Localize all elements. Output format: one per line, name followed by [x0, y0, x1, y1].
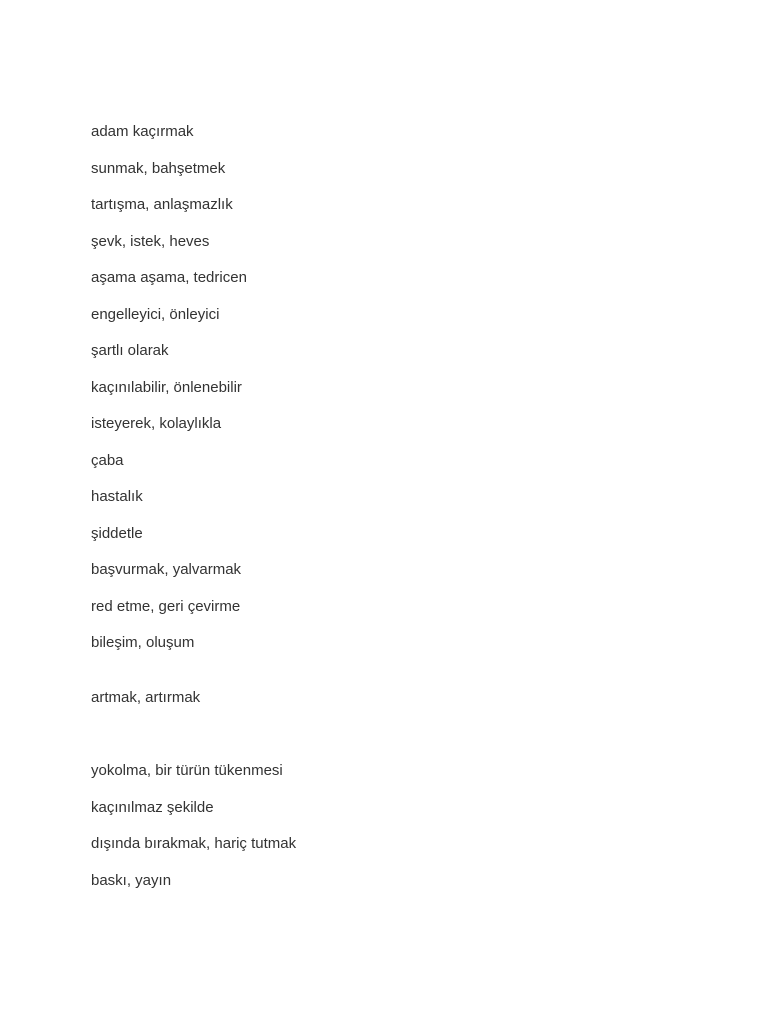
text-line: şevk, istek, heves [91, 233, 210, 250]
text-line: bileşim, oluşum [91, 634, 195, 651]
text-line: isteyerek, kolaylıkla [91, 415, 222, 432]
text-line: kaçınılmaz şekilde [91, 799, 214, 816]
text-line: adam kaçırmak [91, 123, 194, 140]
text-line: hastalık [91, 488, 143, 505]
text-line: tartışma, anlaşmazlık [91, 196, 233, 213]
text-line: artmak, artırmak [91, 689, 201, 706]
text-line: engelleyici, önleyici [91, 306, 220, 323]
text-line: baskı, yayın [91, 872, 172, 889]
text-line: dışında bırakmak, hariç tutmak [91, 835, 297, 852]
text-line: red etme, geri çevirme [91, 598, 241, 615]
text-line: şartlı olarak [91, 342, 169, 359]
text-line: kaçınılabilir, önlenebilir [91, 379, 242, 396]
text-line: sunmak, bahşetmek [91, 160, 226, 177]
text-line: başvurmak, yalvarmak [91, 561, 242, 578]
text-line: şiddetle [91, 525, 143, 542]
text-line: çaba [91, 452, 124, 469]
text-line: aşama aşama, tedricen [91, 269, 247, 286]
text-line: yokolma, bir türün tükenmesi [91, 762, 283, 779]
